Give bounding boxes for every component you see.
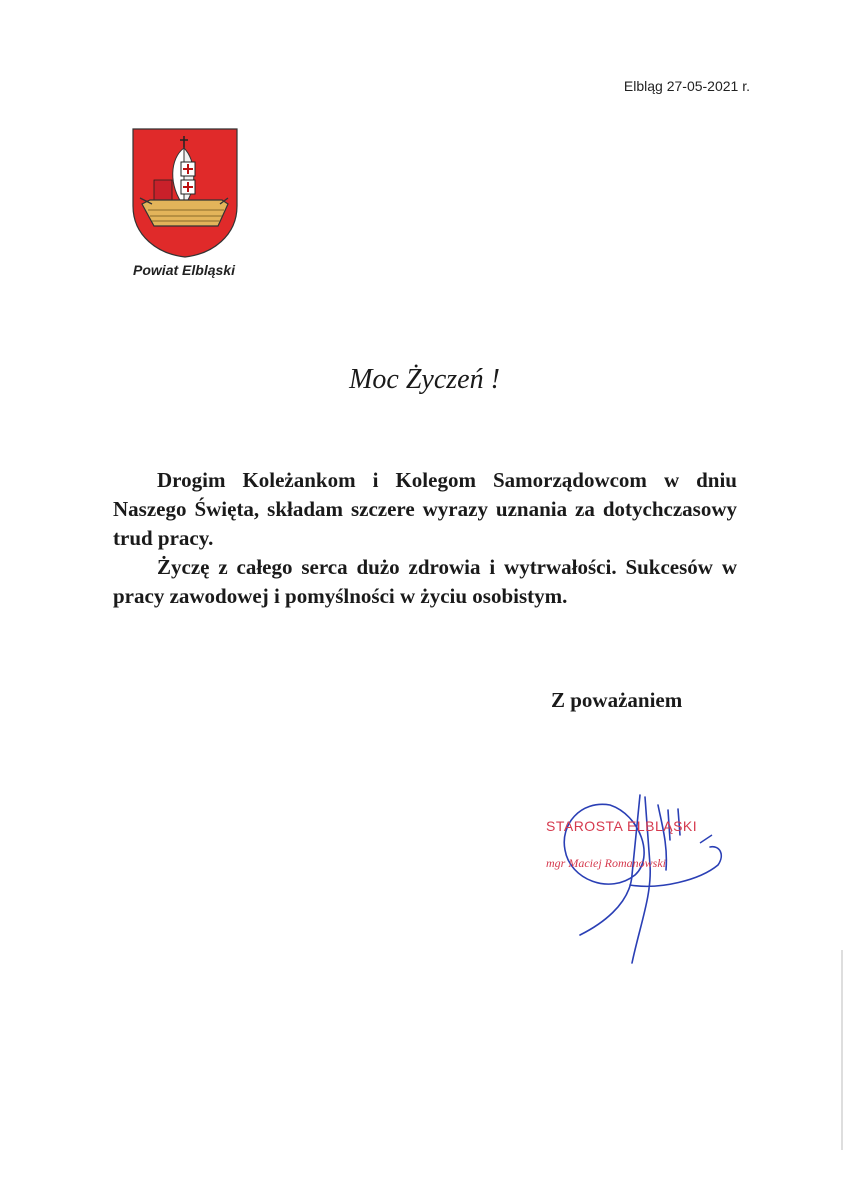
scan-edge-divider [841, 950, 843, 1150]
date-line: Elbląg 27-05-2021 r. [623, 78, 750, 94]
coat-of-arms-icon [132, 128, 238, 258]
signature-icon [540, 785, 740, 970]
letter-body [113, 466, 737, 611]
closing-line: Z poważaniem [551, 688, 683, 712]
letter-title: Moc Życzeń ! [349, 364, 500, 395]
paragraph-2: Życzę z całego serca dużo zdrowia i wytrwałości. Sukcesów w pracy zawodowej i pomyślności w życiu osobistym. [113, 555, 737, 608]
stamp-title: STAROSTA ELBLĄSKI [546, 818, 698, 834]
paragraph-1: Drogim Koleżankom i Kolegom Samorządowcom w dniu Naszego Święta, składam szczere wyrazy uznania za dotychczasowy trud pracy. [113, 468, 737, 550]
organization-name: Powiat Elbląski [133, 262, 235, 278]
stamp-name: mgr Maciej Romanowski [546, 856, 666, 870]
